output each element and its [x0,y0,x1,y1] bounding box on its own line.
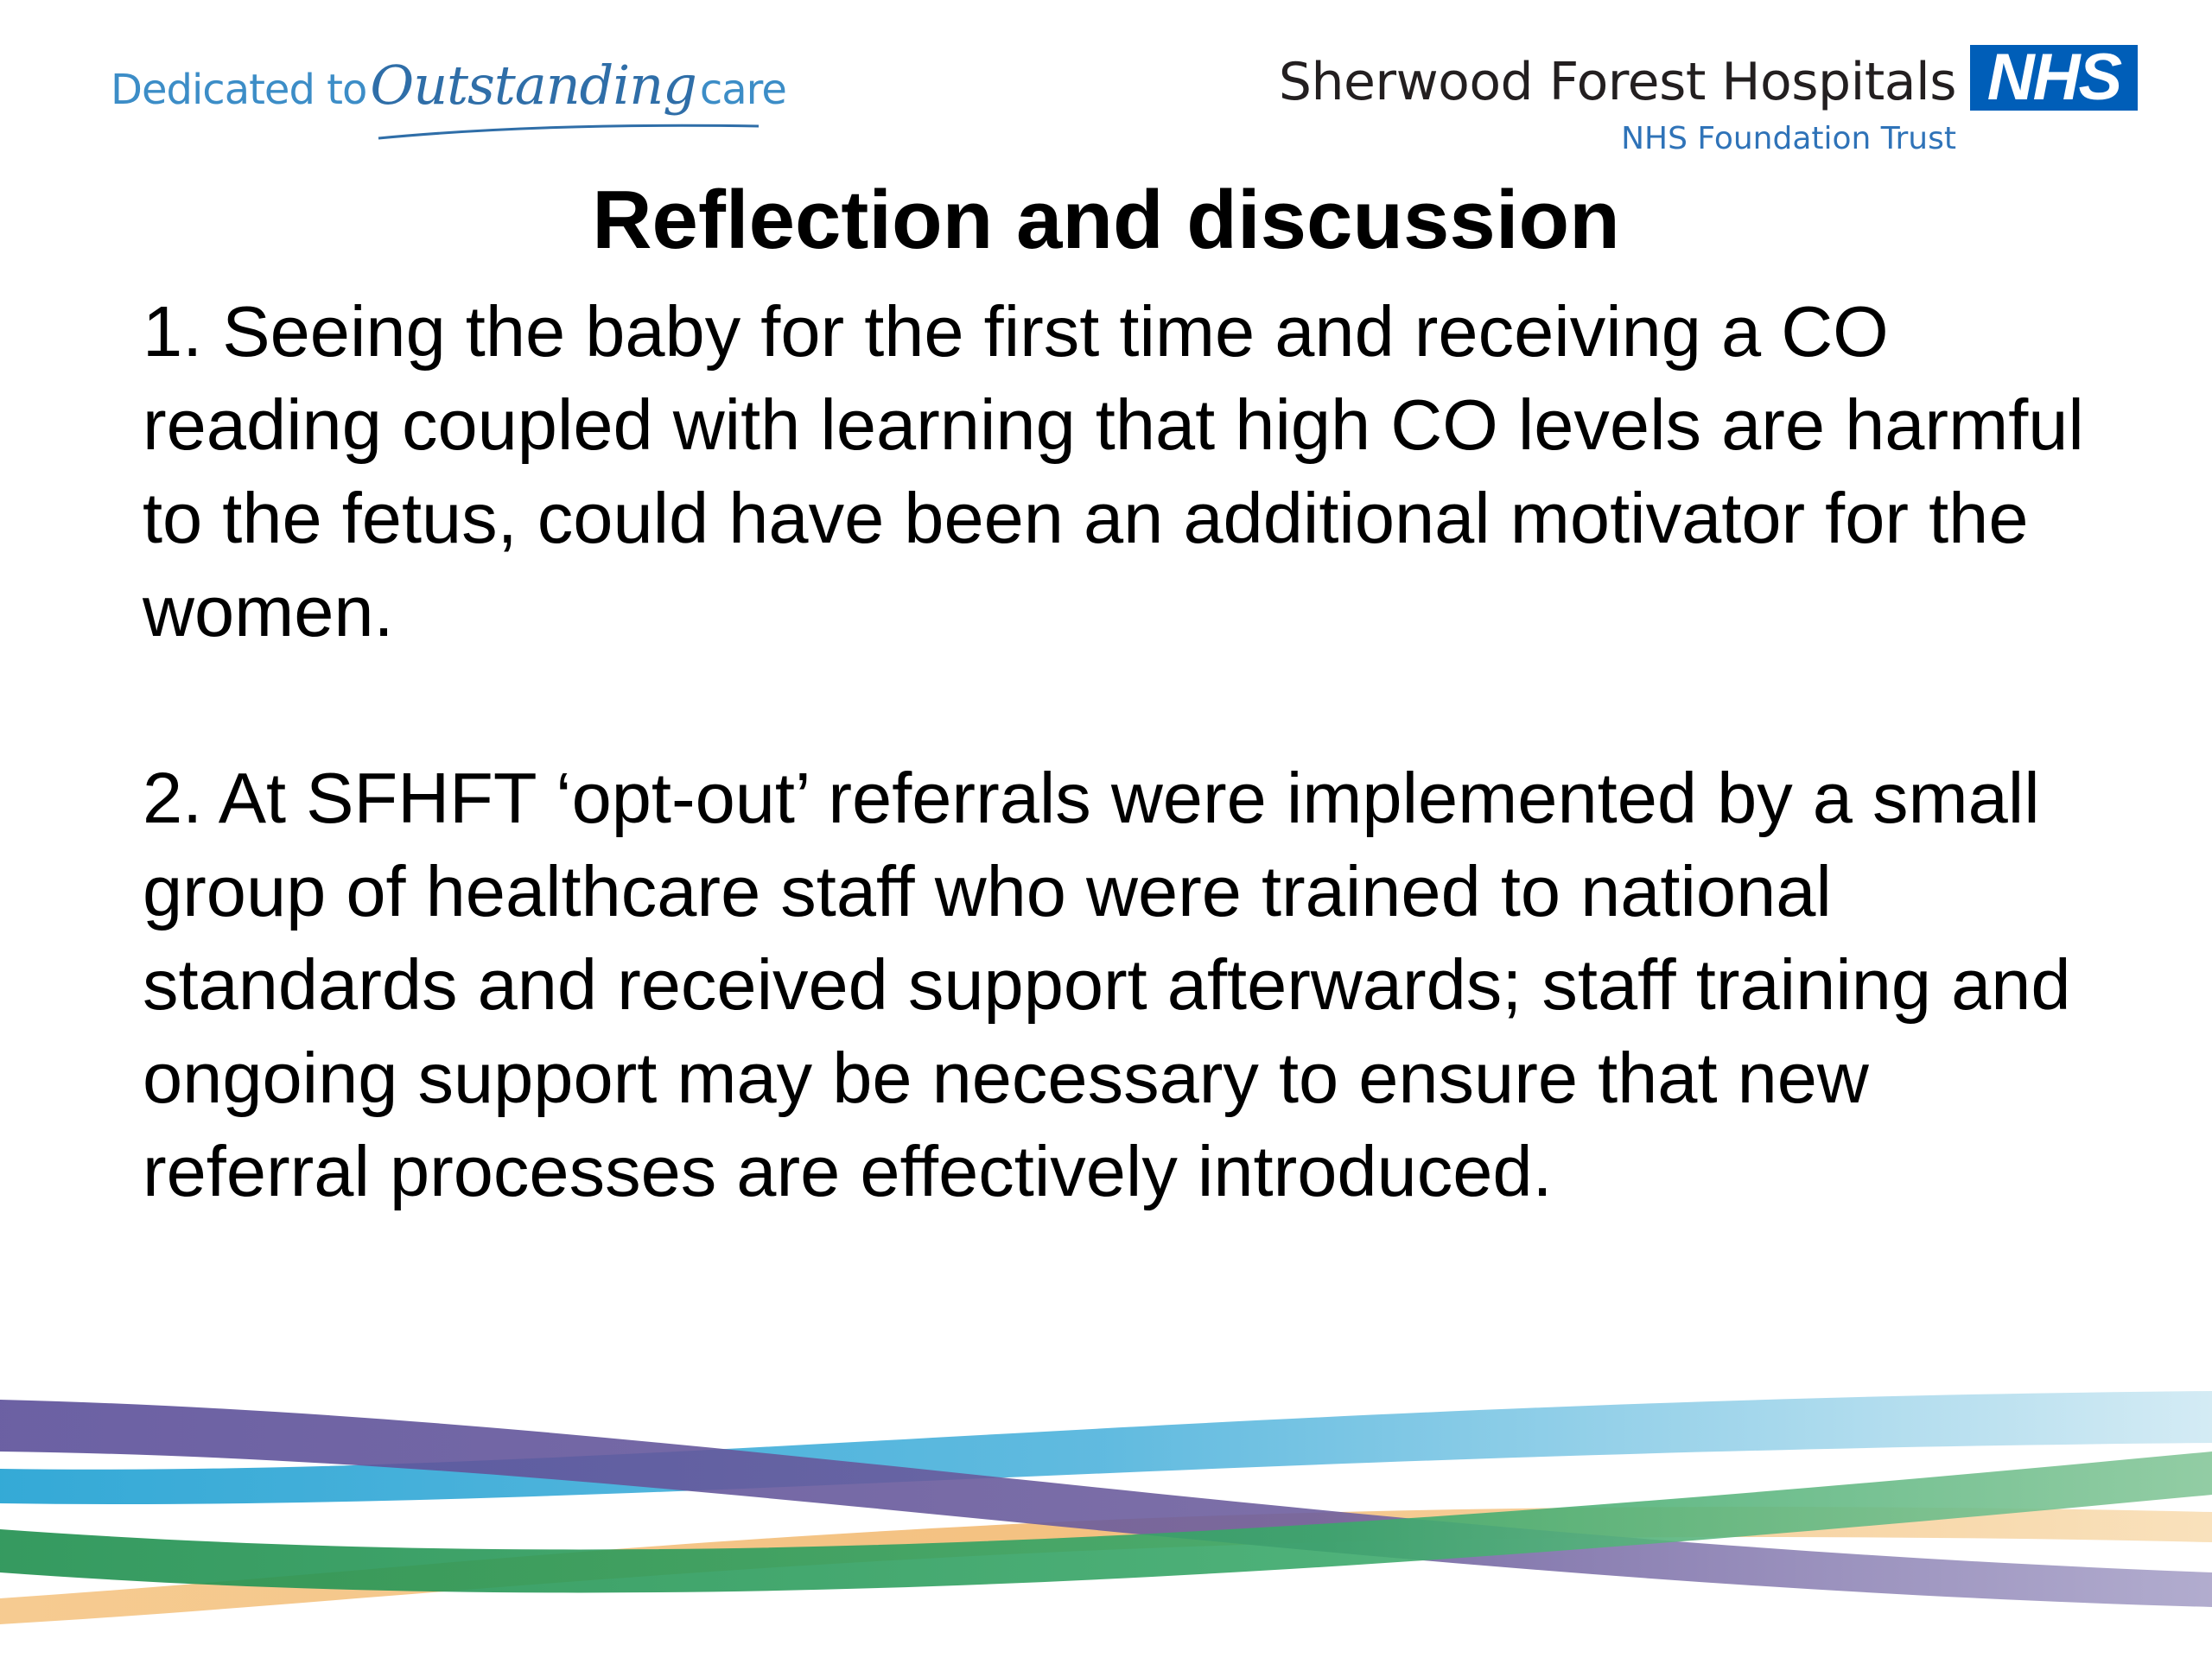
tagline-swoosh-icon [370,114,767,149]
decorative-ribbons [0,1365,2212,1658]
trust-name: Sherwood Forest Hospitals [1278,52,1956,112]
slide-title: Reflection and discussion [592,174,1620,266]
nhs-logo: NHS [1970,45,2138,111]
trust-name-block [1279,52,1956,156]
tagline-suffix: care [699,66,786,114]
discussion-point-1: 1. Seeing the baby for the first time and receiving a CO reading coupled with learning that high CO levels are harmful to the fetus, could have been an additional motivator for the women. [143,291,2084,651]
tagline-emphasis: Outstanding [370,54,696,117]
tagline-prefix: Dedicated to [111,66,367,114]
trust-subtitle: NHS Foundation Trust [1621,121,1956,156]
slide-body [143,285,2095,1218]
discussion-point-2: 2. At SFHFT ‘opt-out’ referrals were implemented by a small group of healthcare staff who were trained to national standards and received support afterwards; staff training and ongoing support may be necessary to ensure that new referral processes are effectively introduced. [143,758,2071,1211]
tagline-logo [111,54,786,149]
